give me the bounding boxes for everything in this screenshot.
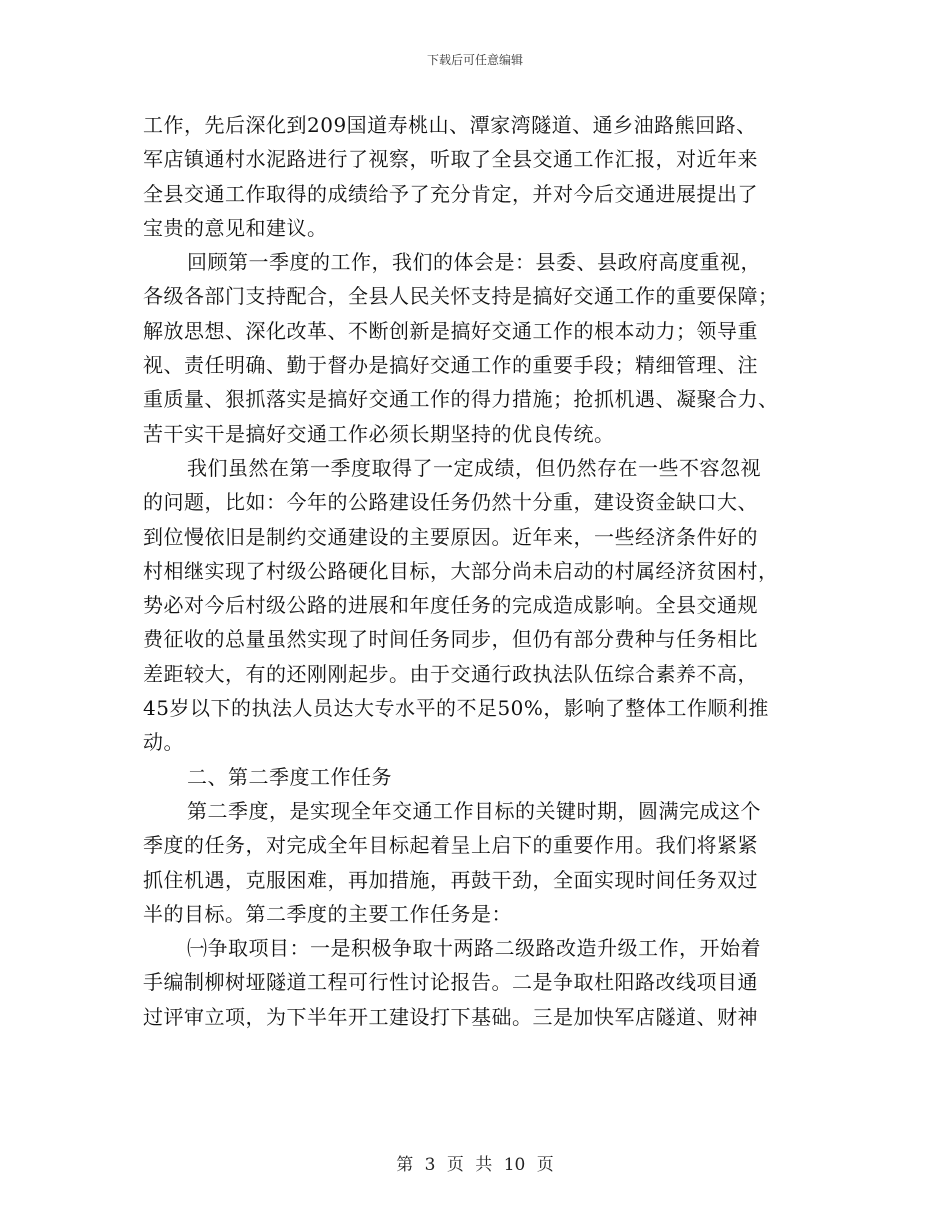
page-header: 下载后可任意编辑 — [426, 53, 523, 67]
section-heading: 二、第二季度工作任务 — [187, 764, 392, 789]
text-line: 费征收的总量虽然实现了时间任务同步，但仍有部分费种与任务相比 — [143, 627, 758, 652]
text-line: 动。 — [143, 730, 184, 755]
text-line: 宝贵的意见和建议。 — [143, 215, 328, 240]
text-line: 各级各部门支持配合，全县人民关怀支持是搞好交通工作的重要保障； — [143, 284, 779, 309]
text-line: 过评审立项，为下半年开工建设打下基础。三是加快军店隧道、财神 — [143, 1004, 758, 1029]
text-line: 全县交通工作取得的成绩给予了充分肯定，并对今后交通进展提出了 — [143, 181, 758, 206]
paragraph-start-line: ㈠争取项目：一是积极争取十两路二级路改造升级工作，开始着 — [187, 936, 761, 961]
document-body — [143, 108, 808, 1034]
paragraph-start-line: 第二季度，是实现全年交通工作目标的关键时期，圆满完成这个 — [187, 798, 761, 823]
text-line: 抓住机遇，克服困难，再加措施，再鼓干劲，全面实现时间任务双过 — [143, 867, 758, 892]
text-line: 45岁以下的执法人员达大专水平的不足50%，影响了整体工作顺利推 — [143, 696, 769, 721]
text-line: 苦干实干是搞好交通工作必须长期坚持的优良传统。 — [143, 421, 615, 446]
paragraph-start-line: 回顾第一季度的工作，我们的体会是：县委、县政府高度重视， — [187, 250, 761, 275]
text-line: 到位慢依旧是制约交通建设的主要原因。近年来，一些经济条件好的 — [143, 524, 758, 549]
text-line: 半的目标。第二季度的主要工作任务是： — [143, 901, 512, 926]
text-line: 军店镇通村水泥路进行了视察，听取了全县交通工作汇报，对近年来 — [143, 147, 758, 172]
text-line: 手编制柳树垭隧道工程可行性讨论报告。二是争取杜阳路改线项目通 — [143, 970, 758, 995]
text-line: 村相继实现了村级公路硬化目标，大部分尚未启动的村属经济贫困村， — [143, 558, 779, 583]
page-footer: 第 3 页 共 10 页 — [396, 1155, 554, 1175]
text-line: 势必对今后村级公路的进展和年度任务的完成造成影响。全县交通规 — [143, 593, 758, 618]
text-line: 视、责任明确、勤于督办是搞好交通工作的重要手段；精细管理、注 — [143, 353, 758, 378]
text-line: 工作，先后深化到209国道寿桃山、潭家湾隧道、通乡油路熊回路、 — [143, 113, 757, 137]
paragraph-start-line: 我们虽然在第一季度取得了一定成绩，但仍然存在一些不容忽视 — [187, 455, 761, 480]
text-line: 重质量、狠抓落实是搞好交通工作的得力措施；抢抓机遇、凝聚合力、 — [143, 387, 779, 412]
text-line: 差距较大，有的还刚刚起步。由于交通行政执法队伍综合素养不高， — [143, 661, 758, 686]
text-line: 的问题，比如：今年的公路建设任务仍然十分重，建设资金缺口大、 — [143, 490, 758, 515]
text-line: 季度的任务，对完成全年目标起着呈上启下的重要作用。我们将紧紧 — [143, 833, 758, 858]
text-line: 解放思想、深化改革、不断创新是搞好交通工作的根本动力；领导重 — [143, 318, 758, 343]
